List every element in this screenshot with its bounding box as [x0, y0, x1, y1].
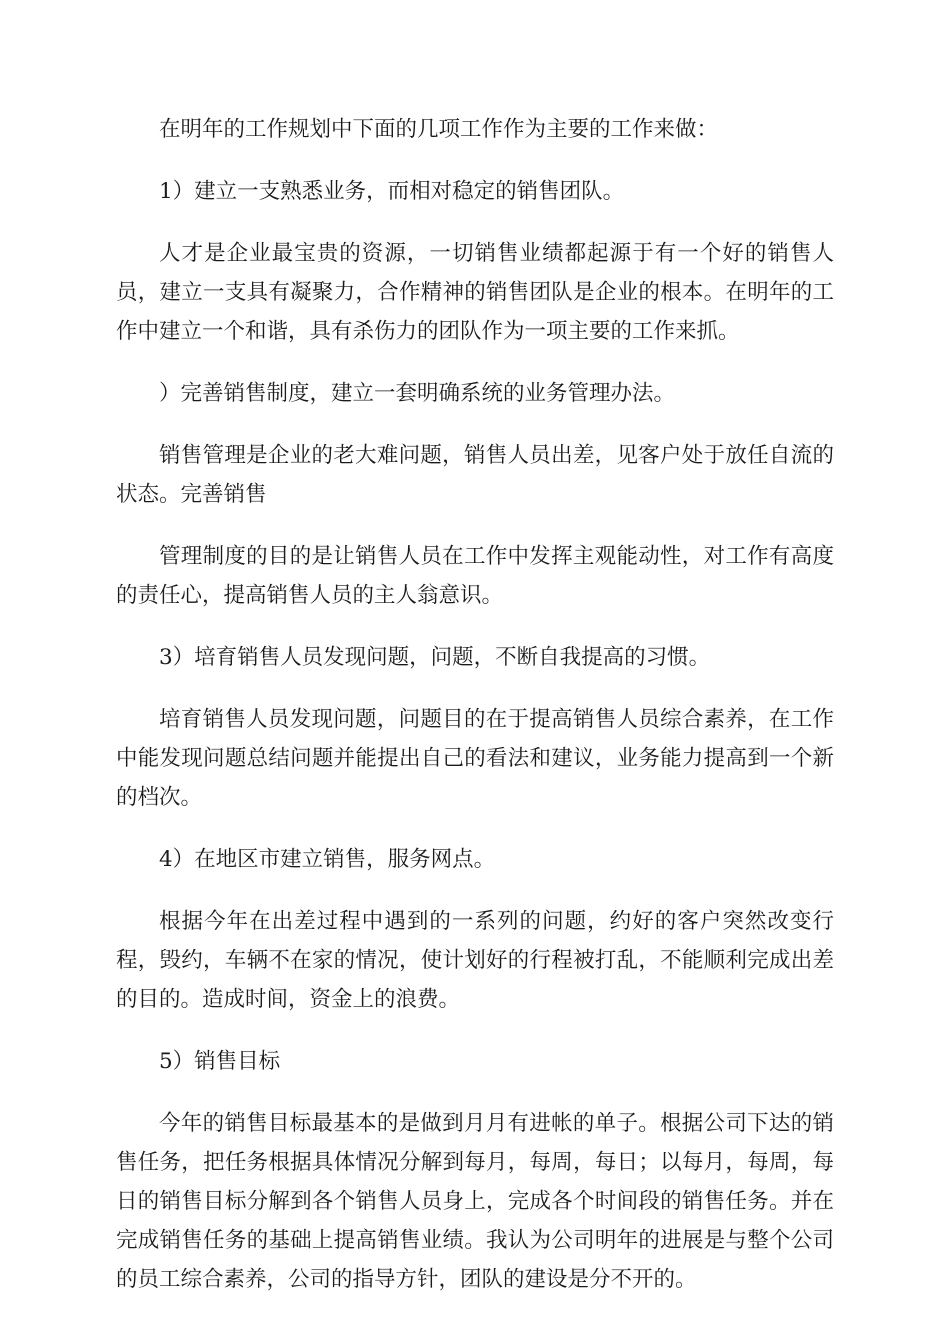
paragraph-intro: 在明年的工作规划中下面的几项工作作为主要的工作来做： [159, 117, 719, 142]
paragraph-problems: 培育销售人员发现问题，问题目的在于提高销售人员综合素养，在工作中能发现问题总结问题并能提出自己的看法和建议，业务能力提高到一个新的档次。 [116, 707, 834, 810]
heading-item-1: 1）建立一支熟悉业务，而相对稳定的销售团队。 [159, 179, 625, 204]
paragraph-network: 根据今年在出差过程中遇到的一系列的问题，约好的客户突然改变行程，毁约，车辆不在家的情况，使计划好的行程被打乱，不能顺利完成出差的目的。造成时间，资金上的浪费。 [116, 909, 834, 1012]
paragraph-management: 销售管理是企业的老大难问题，销售人员出差，见客户处于放任自流的状态。完善销售 [116, 443, 834, 507]
heading-item-5: 5）销售目标 [159, 1049, 281, 1074]
heading-item-4: 4）在地区市建立销售，服务网点。 [159, 847, 496, 872]
paragraph-sales-target: 今年的销售目标最基本的是做到月月有进帐的单子。根据公司下达的销售任务，把任务根据具体情况分解到每月，每周，每日；以每月，每周，每日的销售目标分解到各个销售人员身上，完成各个时间段的销售任务。并在完成销售任务的基础上提高销售业绩。我认为公司明年的进展是与整个公司的员工综合素养，公司的指导方针，团队的建设是分不开的。 [116, 1111, 834, 1292]
document-body [116, 110, 834, 1322]
heading-item-3: 3）培育销售人员发现问题，问题，不断自我提高的习惯。 [159, 645, 711, 670]
paragraph-management-cont: 管理制度的目的是让销售人员在工作中发挥主观能动性，对工作有高度的责任心，提高销售人员的主人翁意识。 [116, 544, 834, 608]
heading-item-2: ）完善销售制度，建立一套明确系统的业务管理办法。 [159, 381, 676, 406]
paragraph-team: 人才是企业最宝贵的资源，一切销售业绩都起源于有一个好的销售人员，建立一支具有凝聚力，合作精神的销售团队是企业的根本。在明年的工作中建立一个和谐，具有杀伤力的团队作为一项主要的工作来抓。 [116, 241, 834, 344]
